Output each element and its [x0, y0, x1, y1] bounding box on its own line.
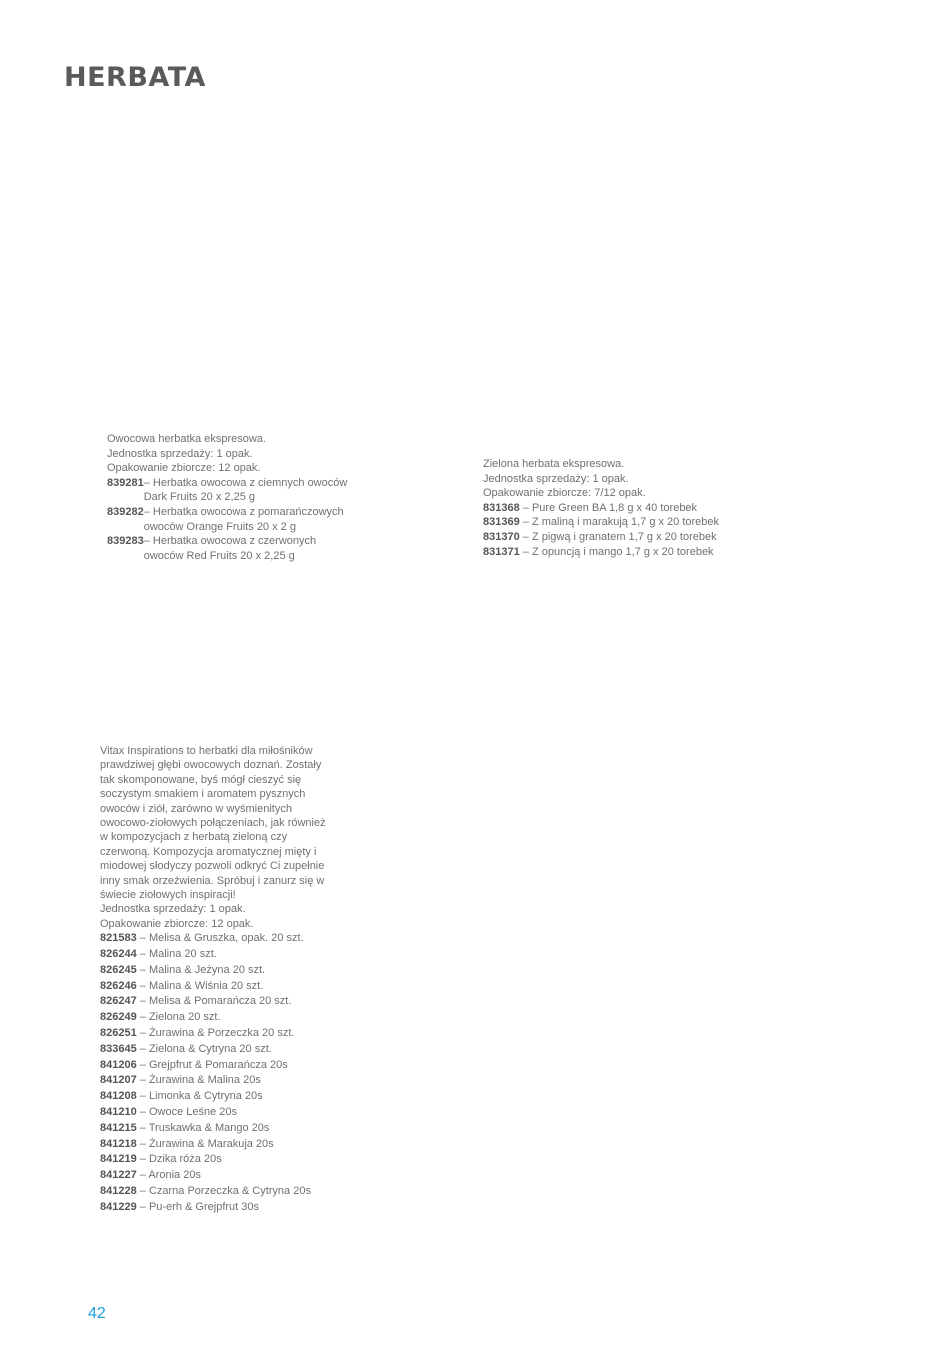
product-code: 839282 [107, 505, 144, 518]
product-code: 826246 [100, 979, 137, 992]
product-code: 841206 [100, 1058, 137, 1071]
product-code: 841218 [100, 1137, 137, 1150]
product-description: – Czarna Porzeczka & Cytryna 20s [136, 1185, 311, 1198]
product-item [483, 545, 763, 560]
product-item [483, 515, 763, 530]
product-description: – Żurawina & Malina 20s [136, 1074, 261, 1087]
description-line: Zielona herbata ekspresowa. [483, 458, 625, 470]
product-code: 831369 [483, 516, 520, 529]
product-item [100, 1026, 340, 1042]
product-description: – Dzika róża 20s [136, 1153, 222, 1166]
inspirations-intro: Vitax Inspirations to herbatki dla miłośników prawdziwej głębi owocowych doznań. Zostały tak skomponowane, byś mógł cieszyć się soczystym smakiem i aromatem pysznych owoców i ziół, zarówno w wyśmienitych owocowo-ziołowych połączeniach, jak również w kompozycjach z herbatą zieloną czy czerwoną. Kompozycja aromatycznej mięty i miodowej słodyczy pozwoli odkryć Ci zupełnie inny smak orzeźwienia. Spróbuj i zanurz się w świecie ziołowych inspiracji! [100, 745, 326, 902]
product-code: 841207 [100, 1074, 137, 1087]
product-item [483, 501, 763, 516]
green-tea-description [483, 457, 763, 559]
product-code: 841229 [100, 1200, 137, 1213]
product-code: 841227 [100, 1169, 137, 1182]
inspirations-product-list [100, 931, 340, 1215]
product-code: 826245 [100, 963, 137, 976]
product-code: 821583 [100, 932, 137, 945]
product-item [100, 1200, 340, 1216]
description-line: Owocowa herbatka ekspresowa. [107, 433, 266, 445]
product-code: 831368 [483, 501, 520, 514]
product-description: – Melisa & Gruszka, opak. 20 szt. [136, 932, 304, 945]
product-item [100, 994, 340, 1010]
product-description: – Pure Green BA 1,8 g x 40 torebek [519, 501, 698, 514]
product-description: – Melisa & Pomarańcza 20 szt. [136, 995, 292, 1008]
product-item [100, 931, 340, 947]
fruit-tea-description [107, 432, 377, 563]
page-number: 42 [88, 1305, 106, 1322]
product-description: – Herbatka owocowa z ciemnych owoców Dark Fruits 20 x 2,25 g [143, 476, 348, 504]
product-description: – Limonka & Cytryna 20s [136, 1090, 263, 1103]
product-description: – Malina 20 szt. [136, 948, 217, 961]
product-description: – Grejpfrut & Pomarańcza 20s [136, 1058, 288, 1071]
product-item [100, 1184, 340, 1200]
product-description: – Malina & Jeżyna 20 szt. [136, 963, 266, 976]
product-description: – Malina & Wiśnia 20 szt. [136, 979, 264, 992]
bulk-package-line: Opakowanie zbiorcze: 7/12 opak. [483, 487, 646, 500]
product-code: 833645 [100, 1042, 137, 1055]
product-code: 841228 [100, 1185, 137, 1198]
product-code: 839283 [107, 535, 144, 548]
product-description: – Zielona 20 szt. [136, 1011, 221, 1024]
product-description: – Żurawina & Porzeczka 20 szt. [136, 1027, 295, 1040]
product-description: – Aronia 20s [136, 1169, 201, 1182]
product-code: 839281 [107, 476, 144, 489]
sales-unit-line: Jednostka sprzedaży: 1 opak. [483, 472, 629, 485]
sales-unit-line: Jednostka sprzedaży: 1 opak. [100, 903, 246, 916]
product-description: – Owoce Leśne 20s [136, 1106, 238, 1119]
product-code: 831371 [483, 545, 520, 558]
product-code: 841210 [100, 1106, 137, 1119]
page-title: HERBATA [64, 62, 206, 93]
product-item [483, 530, 763, 545]
product-item [107, 476, 377, 505]
inspirations-description [100, 744, 340, 1216]
product-item [107, 534, 377, 563]
product-item [100, 1105, 340, 1121]
product-code: 826251 [100, 1027, 137, 1040]
product-item [100, 1058, 340, 1074]
product-description: – Herbatka owocowa z czerwonych owoców Red Fruits 20 x 2,25 g [143, 535, 317, 562]
product-item [100, 1073, 340, 1089]
product-code: 831370 [483, 530, 520, 543]
bulk-package-line: Opakowanie zbiorcze: 12 opak. [100, 917, 254, 930]
sales-unit-line: Jednostka sprzedaży: 1 opak. [107, 447, 253, 460]
product-description: – Truskawka & Mango 20s [136, 1121, 270, 1134]
product-item [100, 947, 340, 963]
product-description: – Pu-erh & Grejpfrut 30s [136, 1200, 259, 1213]
product-description: – Zielona & Cytryna 20 szt. [136, 1042, 272, 1055]
product-item [107, 505, 377, 534]
product-code: 826247 [100, 995, 137, 1008]
product-description: – Z pigwą i granatem 1,7 g x 20 torebek [519, 530, 717, 543]
product-description: – Z opuncją i mango 1,7 g x 20 torebek [519, 545, 714, 558]
product-item [100, 979, 340, 995]
product-item [100, 1121, 340, 1137]
product-item [100, 963, 340, 979]
product-description: – Herbatka owocowa z pomarańczowych owoców Orange Fruits 20 x 2 g [143, 505, 344, 533]
product-item [100, 1168, 340, 1184]
product-item [100, 1152, 340, 1168]
product-code: 841208 [100, 1090, 137, 1103]
product-code: 826249 [100, 1011, 137, 1024]
product-item [100, 1089, 340, 1105]
product-code: 841219 [100, 1153, 137, 1166]
product-item [100, 1010, 340, 1026]
bulk-package-line: Opakowanie zbiorcze: 12 opak. [107, 462, 261, 475]
product-code: 826244 [100, 948, 137, 961]
product-item [100, 1042, 340, 1058]
product-code: 841215 [100, 1121, 137, 1134]
product-item [100, 1137, 340, 1153]
product-description: – Żurawina & Marakuja 20s [136, 1137, 274, 1150]
product-description: – Z maliną i marakują 1,7 g x 20 torebek [519, 516, 720, 529]
